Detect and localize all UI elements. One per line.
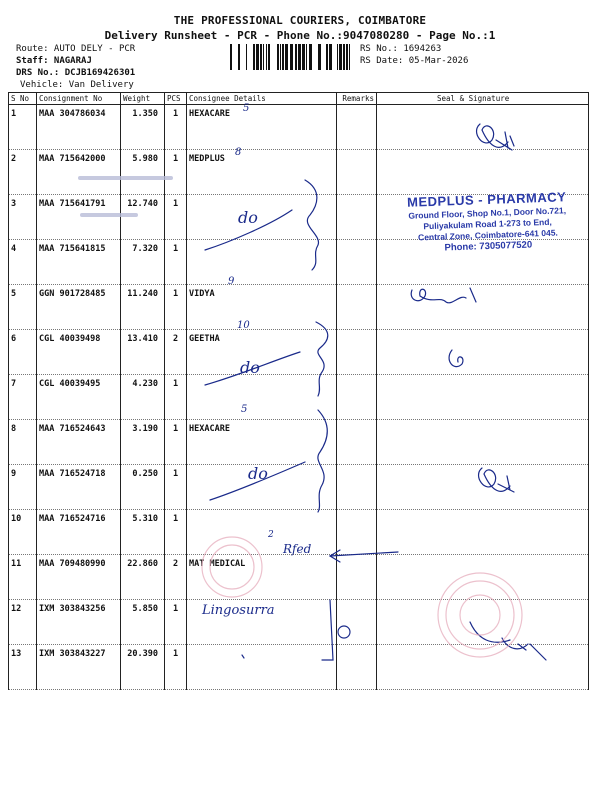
rs-date: RS Date: 05-Mar-2026 bbox=[360, 56, 469, 66]
row-remarks bbox=[337, 195, 377, 240]
rs-number: RS No.: 1694263 bbox=[360, 44, 442, 54]
table-row bbox=[9, 330, 589, 375]
row8-handwritten-note: 5 bbox=[241, 404, 248, 415]
row-pcs: 1 bbox=[165, 240, 187, 285]
row-sno: 5 bbox=[9, 285, 37, 330]
runsheet-table bbox=[8, 92, 589, 690]
row-consignee: HEXACARE bbox=[187, 420, 337, 465]
barcode-bar bbox=[280, 44, 281, 70]
row-weight: 11.240 bbox=[121, 285, 165, 330]
row-seal-signature bbox=[377, 375, 589, 420]
medplus-stamp bbox=[399, 189, 576, 255]
barcode-bar bbox=[253, 44, 255, 70]
stamp-line-1: MEDPLUS - PHARMACY bbox=[406, 189, 567, 210]
row11-handwritten-note: 2 bbox=[268, 530, 274, 540]
route-label: Route: AUTO DELY - PCR bbox=[16, 44, 136, 54]
row-weight: 20.390 bbox=[121, 645, 165, 690]
table-row bbox=[9, 105, 589, 150]
ditto-mark-rows-3-4: do bbox=[238, 208, 258, 227]
row11-remark: Rfed bbox=[283, 542, 312, 556]
row-pcs: 1 bbox=[165, 150, 187, 195]
row-pcs: 1 bbox=[165, 285, 187, 330]
row-consignee bbox=[187, 375, 337, 420]
row-consignment: CGL 40039495 bbox=[37, 375, 121, 420]
staff-label: Staff: NAGARAJ bbox=[16, 56, 92, 66]
row-consignment: MAA 716524716 bbox=[37, 510, 121, 555]
row-seal-signature bbox=[377, 150, 589, 195]
row-consignee: GEETHA bbox=[187, 330, 337, 375]
row-weight: 12.740 bbox=[121, 195, 165, 240]
table-row bbox=[9, 375, 589, 420]
row-sno: 12 bbox=[9, 600, 37, 645]
barcode-bar bbox=[285, 44, 288, 70]
barcode-bar bbox=[256, 44, 259, 70]
row-seal-signature bbox=[377, 600, 589, 645]
barcode-bar bbox=[246, 44, 247, 70]
row-sno: 8 bbox=[9, 420, 37, 465]
table-row bbox=[9, 420, 589, 465]
row-remarks bbox=[337, 645, 377, 690]
row-pcs: 1 bbox=[165, 510, 187, 555]
stamp-line-5: Phone: 7305077520 bbox=[444, 239, 533, 254]
row-remarks bbox=[337, 105, 377, 150]
table-header-row bbox=[9, 93, 589, 105]
row-remarks bbox=[337, 285, 377, 330]
stamp-line-3: Puliyakulam Road 1-273 to End, bbox=[423, 216, 552, 232]
barcode-bar bbox=[282, 44, 284, 70]
row-sno: 4 bbox=[9, 240, 37, 285]
row5-handwritten-note: 9 bbox=[228, 276, 235, 287]
row-sno: 6 bbox=[9, 330, 37, 375]
row13-handwritten-name: Lingosurra bbox=[202, 603, 275, 618]
row-consignee: MAT MEDICAL bbox=[187, 555, 337, 600]
row-remarks bbox=[337, 240, 377, 285]
row-consignment: MAA 709480990 bbox=[37, 555, 121, 600]
barcode-bar bbox=[318, 44, 321, 70]
row-consignee: VIDYA bbox=[187, 285, 337, 330]
row-consignee bbox=[187, 195, 337, 240]
table-row bbox=[9, 150, 589, 195]
row-sno: 10 bbox=[9, 510, 37, 555]
col-weight: Weight bbox=[121, 93, 165, 105]
row-weight: 3.190 bbox=[121, 420, 165, 465]
row-consignee bbox=[187, 645, 337, 690]
table-row bbox=[9, 600, 589, 645]
row-weight: 1.350 bbox=[121, 105, 165, 150]
barcode-bar bbox=[306, 44, 307, 70]
row-seal-signature bbox=[377, 420, 589, 465]
row-sno: 9 bbox=[9, 465, 37, 510]
row-consignment: MAA 715641791 bbox=[37, 195, 121, 240]
row-remarks bbox=[337, 510, 377, 555]
row-sno: 7 bbox=[9, 375, 37, 420]
barcode-bar bbox=[298, 44, 301, 70]
row-pcs: 1 bbox=[165, 420, 187, 465]
row-seal-signature bbox=[377, 510, 589, 555]
barcode-bar bbox=[309, 44, 312, 70]
barcode-bar bbox=[329, 44, 332, 70]
row-remarks bbox=[337, 420, 377, 465]
row-seal-signature bbox=[377, 105, 589, 150]
row6-handwritten-note: 10 bbox=[237, 320, 250, 331]
row-seal-signature bbox=[377, 465, 589, 510]
row-remarks bbox=[337, 555, 377, 600]
row-consignment: MAA 304786034 bbox=[37, 105, 121, 150]
barcode-bar bbox=[295, 44, 297, 70]
row-pcs: 1 bbox=[165, 645, 187, 690]
row-weight: 22.860 bbox=[121, 555, 165, 600]
row-pcs: 1 bbox=[165, 465, 187, 510]
col-seal-signature: Seal & Signature bbox=[377, 93, 589, 105]
table-row bbox=[9, 465, 589, 510]
row-consignee bbox=[187, 240, 337, 285]
barcode-bar bbox=[339, 44, 342, 70]
row-seal-signature bbox=[377, 285, 589, 330]
row-pcs: 1 bbox=[165, 600, 187, 645]
row-consignee: HEXACARE bbox=[187, 105, 337, 150]
runsheet-title: Delivery Runsheet - PCR - Phone No.:9047080280 - Page No.:1 bbox=[104, 29, 496, 42]
col-consignee: Consignee Details bbox=[187, 93, 337, 105]
row2-handwritten-note: 8 bbox=[235, 147, 242, 158]
row-pcs: 2 bbox=[165, 330, 187, 375]
row-consignment: IXM 303843227 bbox=[37, 645, 121, 690]
barcode-bar bbox=[230, 44, 232, 70]
barcode-bar bbox=[326, 44, 328, 70]
row-seal-signature bbox=[377, 555, 589, 600]
row-consignment: GGN 901728485 bbox=[37, 285, 121, 330]
drs-label: DRS No.: DCJB169426301 bbox=[16, 68, 136, 78]
row-sno: 2 bbox=[9, 150, 37, 195]
company-title: THE PROFESSIONAL COURIERS, COIMBATORE bbox=[173, 14, 427, 27]
barcode bbox=[230, 44, 355, 70]
row-weight: 0.250 bbox=[121, 465, 165, 510]
row-consignee bbox=[187, 510, 337, 555]
table-row bbox=[9, 285, 589, 330]
barcode-bar bbox=[343, 44, 345, 70]
ditto-mark-rows-8-10: do bbox=[248, 464, 268, 483]
table-row bbox=[9, 645, 589, 690]
col-consignment: Consignment No bbox=[37, 93, 121, 105]
barcode-bar bbox=[277, 44, 279, 70]
vehicle-label: Vehicle: Van Delivery bbox=[20, 80, 134, 90]
row-pcs: 2 bbox=[165, 555, 187, 600]
barcode-bar bbox=[337, 44, 338, 70]
row-remarks bbox=[337, 330, 377, 375]
barcode-bar bbox=[290, 44, 293, 70]
barcode-bar bbox=[302, 44, 305, 70]
col-remarks: Remarks bbox=[337, 93, 377, 105]
col-sno: S No bbox=[9, 93, 37, 105]
row-pcs: 1 bbox=[165, 105, 187, 150]
barcode-bar bbox=[263, 44, 264, 70]
row-consignment: MAA 716524643 bbox=[37, 420, 121, 465]
barcode-bar bbox=[349, 44, 350, 70]
row-consignment: MAA 715641815 bbox=[37, 240, 121, 285]
row-weight: 4.230 bbox=[121, 375, 165, 420]
barcode-bar bbox=[266, 44, 267, 70]
row-sno: 1 bbox=[9, 105, 37, 150]
barcode-bar bbox=[260, 44, 262, 70]
row-weight: 5.850 bbox=[121, 600, 165, 645]
row-sno: 3 bbox=[9, 195, 37, 240]
barcode-bar bbox=[268, 44, 270, 70]
row-weight: 5.980 bbox=[121, 150, 165, 195]
row-remarks bbox=[337, 150, 377, 195]
row-pcs: 1 bbox=[165, 375, 187, 420]
row-remarks bbox=[337, 375, 377, 420]
row-consignment: IXM 303843256 bbox=[37, 600, 121, 645]
row-consignment: MAA 715642000 bbox=[37, 150, 121, 195]
row-seal-signature bbox=[377, 330, 589, 375]
stamp-line-2: Ground Floor, Shop No.1, Door No.721, bbox=[408, 205, 567, 221]
barcode-bar bbox=[238, 44, 240, 70]
row-sno: 11 bbox=[9, 555, 37, 600]
row-remarks bbox=[337, 465, 377, 510]
ditto-mark-rows-6-7: do bbox=[240, 358, 260, 377]
table-row bbox=[9, 555, 589, 600]
row-consignee: MEDPLUS bbox=[187, 150, 337, 195]
row-pcs: 1 bbox=[165, 195, 187, 240]
row-seal-signature bbox=[377, 645, 589, 690]
row-weight: 13.410 bbox=[121, 330, 165, 375]
row-sno: 13 bbox=[9, 645, 37, 690]
row-weight: 5.310 bbox=[121, 510, 165, 555]
col-pcs: PCS bbox=[165, 93, 187, 105]
row-consignment: CGL 40039498 bbox=[37, 330, 121, 375]
stamp-line-4: Central Zone, Coimbatore-641 045. bbox=[417, 227, 558, 243]
row-weight: 7.320 bbox=[121, 240, 165, 285]
barcode-bar bbox=[346, 44, 348, 70]
row1-handwritten-note: 5 bbox=[243, 103, 250, 114]
row-remarks bbox=[337, 600, 377, 645]
row-consignment: MAA 716524718 bbox=[37, 465, 121, 510]
